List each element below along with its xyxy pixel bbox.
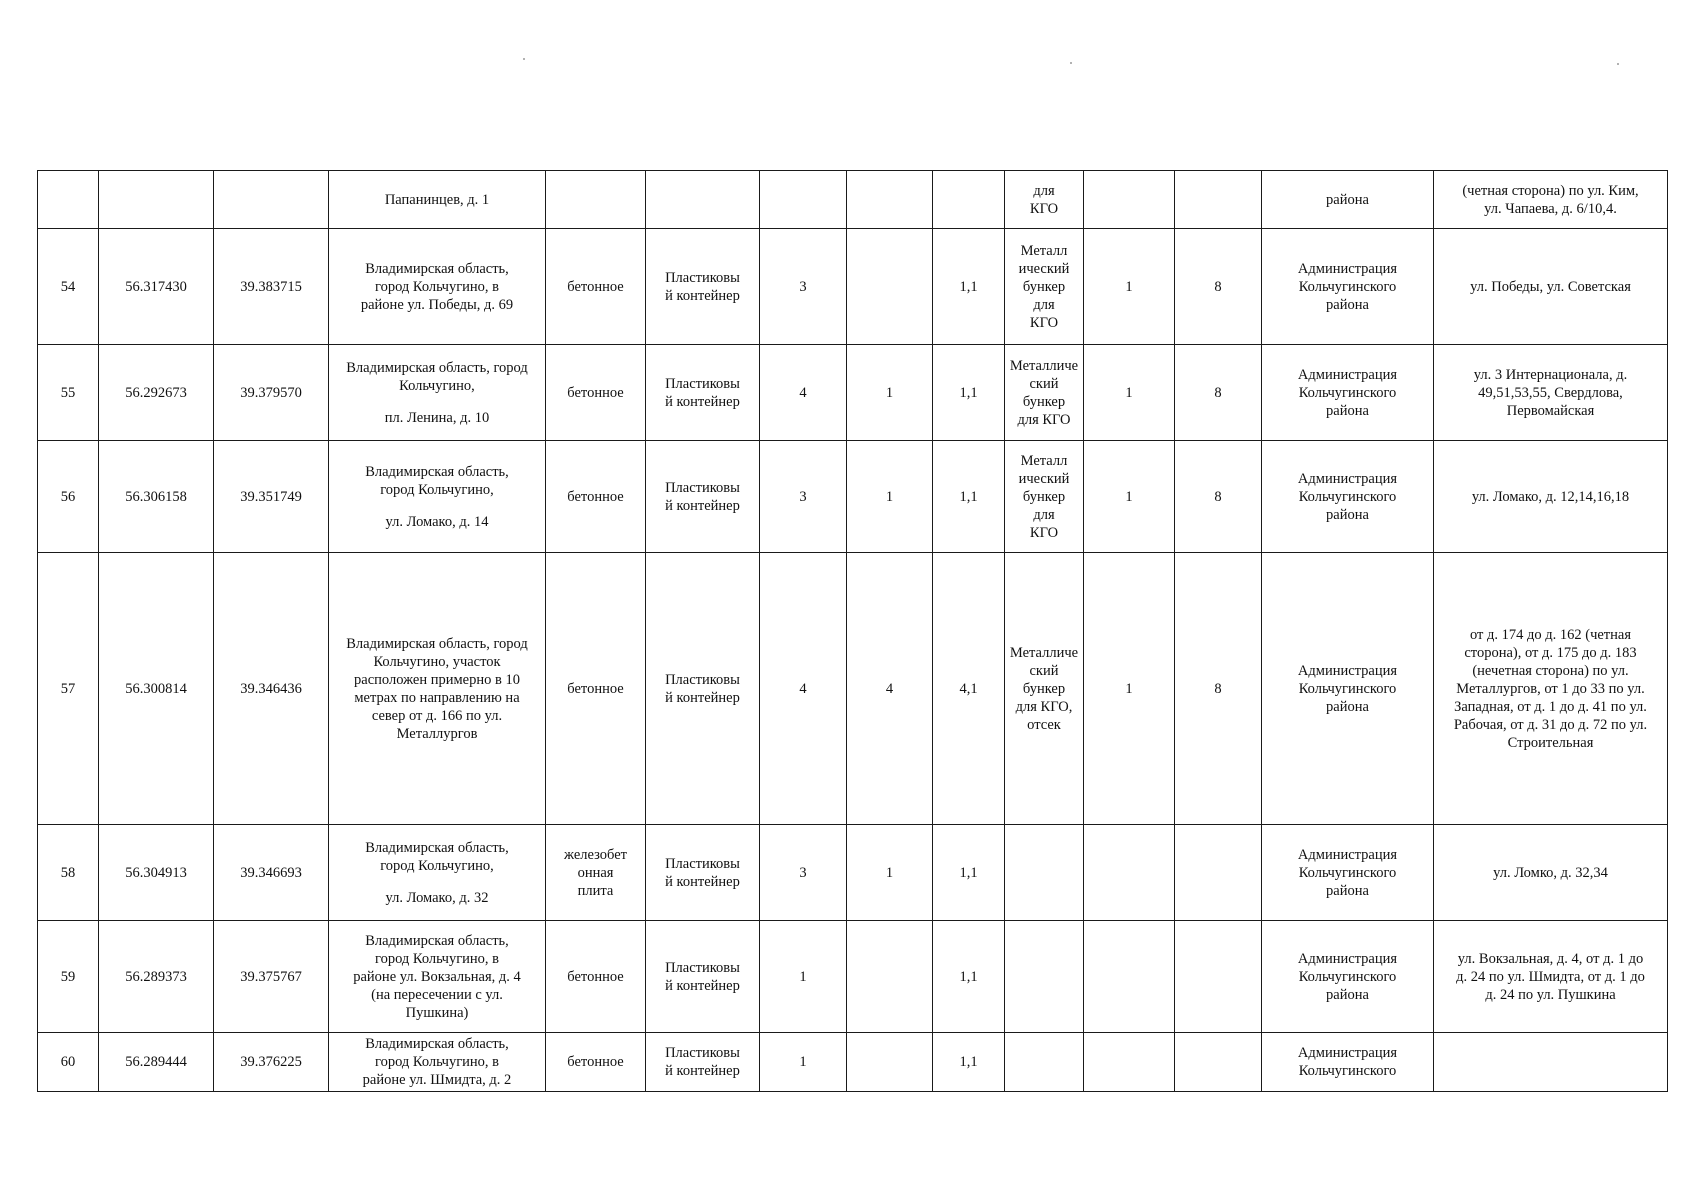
cell-line: бетонное	[567, 488, 624, 505]
cell-line: для	[1033, 296, 1055, 313]
cell-line: бетонное	[567, 1054, 624, 1070]
cell-line: Первомайская	[1506, 402, 1595, 419]
container-count-cell: 3	[760, 229, 847, 345]
cell-line: й контейнер	[665, 1063, 740, 1079]
cell-line: от д. 174 до д. 162 (четная	[1469, 626, 1632, 643]
bunker-count-cell: 1	[1084, 553, 1175, 825]
surface-cell	[546, 229, 646, 345]
volume-cell: 1,1	[933, 921, 1005, 1033]
cell-line	[332, 395, 542, 409]
container-type-cell	[646, 921, 760, 1033]
cell-line	[332, 499, 542, 513]
cell-line: Кольчугино,	[399, 377, 475, 394]
cell-line: района	[1326, 698, 1369, 715]
cell-line	[549, 193, 642, 207]
cell-line: ул. Победы, ул. Советская	[1470, 278, 1631, 295]
owner-cell	[1262, 553, 1434, 825]
cell-line: ский	[1029, 662, 1059, 679]
cell-line: пл. Ленина, д. 10	[384, 409, 490, 426]
volume-cell: 1,1	[933, 1033, 1005, 1092]
cell-line: (четная сторона) по ул. Ким,	[1462, 182, 1639, 199]
cell-line: Пластиковы	[665, 269, 740, 286]
container-sites-table	[37, 170, 1668, 1092]
bunker-cell	[1005, 441, 1084, 553]
address-cell	[329, 441, 546, 553]
cell-line: плита	[577, 882, 614, 899]
cell-line: Металличе	[1009, 357, 1079, 374]
owner-cell	[1262, 229, 1434, 345]
bunker-cell	[1005, 171, 1084, 229]
owner-cell	[1262, 921, 1434, 1033]
latitude-cell: 56.289444	[99, 1033, 214, 1092]
row-number-cell: 58	[38, 825, 99, 921]
cell-line: Владимирская область,	[365, 1036, 509, 1052]
cell-line: района	[1326, 986, 1369, 1003]
served-area-cell	[1434, 825, 1668, 921]
cell-line	[1008, 1055, 1080, 1069]
served-area-cell	[1434, 171, 1668, 229]
bunker-cell	[1005, 345, 1084, 441]
served-area-cell	[1434, 921, 1668, 1033]
cell-line: бетонное	[567, 968, 624, 985]
address-cell	[329, 825, 546, 921]
volume-cell	[933, 171, 1005, 229]
volume-cell: 1,1	[933, 229, 1005, 345]
served-area-cell	[1434, 345, 1668, 441]
longitude-cell: 39.375767	[214, 921, 329, 1033]
table-row	[38, 229, 1668, 345]
surface-cell	[546, 345, 646, 441]
bunker-count-cell	[1084, 921, 1175, 1033]
table-row	[38, 553, 1668, 825]
cell-line: Кольчугинского	[1298, 968, 1397, 985]
cell-line: Кольчугинского	[1298, 384, 1397, 401]
row-number-cell	[38, 171, 99, 229]
bunker-cell	[1005, 553, 1084, 825]
surface-cell	[546, 1033, 646, 1092]
cell-line: Кольчугинского	[1298, 680, 1397, 697]
cell-line: бетонное	[567, 278, 624, 295]
cell-line: района	[1326, 402, 1369, 419]
longitude-cell: 39.351749	[214, 441, 329, 553]
cell-line	[1008, 970, 1080, 984]
container-count-cell: 3	[760, 825, 847, 921]
container-type-cell	[646, 825, 760, 921]
cell-line: района	[1326, 296, 1369, 313]
cell-line: Строительная	[1507, 734, 1594, 751]
cell-line: ул. Ломако, д. 12,14,16,18	[1471, 488, 1630, 505]
cell-line: север от д. 166 по ул.	[371, 707, 503, 724]
latitude-cell: 56.306158	[99, 441, 214, 553]
cell-line: город Кольчугино,	[380, 481, 494, 498]
longitude-cell: 39.383715	[214, 229, 329, 345]
cell-line: ский	[1029, 375, 1059, 392]
cell-line: Металл	[1020, 242, 1068, 259]
cell-line: й контейнер	[665, 287, 740, 304]
bunker-count-cell: 1	[1084, 345, 1175, 441]
container-type-cell	[646, 345, 760, 441]
cell-line: района	[1326, 506, 1369, 523]
cell-line: Администрация	[1297, 366, 1398, 383]
owner-cell	[1262, 345, 1434, 441]
row-number-cell: 59	[38, 921, 99, 1033]
planned-count-cell: 1	[847, 441, 933, 553]
cell-line: д. 24 по ул. Пушкина	[1485, 986, 1616, 1003]
cell-line: бункер	[1022, 393, 1066, 410]
cell-line: района	[1326, 191, 1369, 208]
table-row	[38, 345, 1668, 441]
planned-count-cell	[847, 1033, 933, 1092]
bunker-volume-cell: 8	[1175, 345, 1262, 441]
container-type-cell	[646, 441, 760, 553]
cell-line: Владимирская область,	[365, 932, 509, 949]
cell-line: ул. 3 Интернационала, д.	[1473, 366, 1628, 383]
cell-line: КГО	[1029, 314, 1059, 331]
cell-line: районе ул. Победы, д. 69	[360, 296, 514, 313]
cell-line: КГО	[1029, 200, 1059, 217]
cell-line: Администрация	[1297, 1045, 1398, 1061]
bunker-count-cell: 1	[1084, 441, 1175, 553]
row-number-cell: 57	[38, 553, 99, 825]
cell-line: Рабочая, от д. 31 до д. 72 по ул.	[1453, 716, 1648, 733]
cell-line: д. 24 по ул. Шмидта, от д. 1 до	[1456, 968, 1645, 985]
planned-count-cell	[847, 921, 933, 1033]
cell-line: ул. Ломако, д. 32	[385, 889, 489, 906]
longitude-cell: 39.376225	[214, 1033, 329, 1092]
surface-cell	[546, 553, 646, 825]
served-area-cell	[1434, 229, 1668, 345]
address-cell	[329, 229, 546, 345]
cell-line: расположен примерно в 10	[354, 671, 520, 688]
cell-line: 49,51,53,55, Свердлова,	[1478, 384, 1623, 401]
bunker-volume-cell	[1175, 921, 1262, 1033]
cell-line: Кольчугинского	[1298, 864, 1397, 881]
surface-cell	[546, 921, 646, 1033]
bunker-volume-cell: 8	[1175, 229, 1262, 345]
owner-cell	[1262, 1033, 1434, 1092]
bunker-cell	[1005, 229, 1084, 345]
bunker-cell	[1005, 1033, 1084, 1092]
address-cell	[329, 1033, 546, 1092]
cell-line: Металл	[1020, 452, 1068, 469]
cell-line: й контейнер	[665, 393, 740, 410]
bunker-volume-cell: 8	[1175, 441, 1262, 553]
container-count-cell: 1	[760, 1033, 847, 1092]
cell-line: Администрация	[1297, 950, 1398, 967]
cell-line: Пластиковы	[665, 375, 740, 392]
bunker-volume-cell	[1175, 171, 1262, 229]
cell-line: ул. Ломако, д. 14	[385, 513, 489, 530]
cell-line: сторона), от д. 175 до д. 183	[1464, 644, 1637, 661]
container-type-cell	[646, 553, 760, 825]
cell-line: Кольчугинского	[1298, 278, 1397, 295]
served-area-cell	[1434, 441, 1668, 553]
cell-line: Администрация	[1297, 846, 1398, 863]
cell-line: город Кольчугино,	[380, 857, 494, 874]
cell-line	[1437, 1055, 1664, 1069]
address-cell	[329, 171, 546, 229]
scan-speck	[1070, 62, 1072, 64]
row-number-cell: 55	[38, 345, 99, 441]
longitude-cell	[214, 171, 329, 229]
cell-line: (на пересечении с ул.	[371, 986, 503, 1003]
cell-line: районе ул. Шмидта, д. 2	[362, 1072, 512, 1088]
cell-line: отсек	[1027, 716, 1061, 733]
planned-count-cell: 1	[847, 825, 933, 921]
cell-line: Владимирская область,	[365, 463, 509, 480]
served-area-cell	[1434, 1033, 1668, 1092]
cell-line: Пластиковы	[665, 671, 740, 688]
cell-line: Администрация	[1297, 260, 1398, 277]
table-body	[38, 171, 1668, 1092]
cell-line: железобет	[564, 846, 627, 863]
cell-line: Кольчугинского	[1298, 1063, 1397, 1079]
bunker-count-cell	[1084, 825, 1175, 921]
volume-cell: 1,1	[933, 825, 1005, 921]
planned-count-cell: 4	[847, 553, 933, 825]
cell-line: Кольчугино, участок	[373, 653, 501, 670]
longitude-cell: 39.346436	[214, 553, 329, 825]
cell-line: город Кольчугино, в	[374, 950, 500, 967]
bunker-volume-cell: 8	[1175, 553, 1262, 825]
container-count-cell: 1	[760, 921, 847, 1033]
row-number-cell: 54	[38, 229, 99, 345]
bunker-count-cell	[1084, 1033, 1175, 1092]
table-row	[38, 921, 1668, 1033]
latitude-cell: 56.300814	[99, 553, 214, 825]
cell-line: Пластиковы	[665, 1045, 740, 1061]
cell-line: Администрация	[1297, 662, 1398, 679]
surface-cell	[546, 441, 646, 553]
cell-line: й контейнер	[665, 977, 740, 994]
bunker-cell	[1005, 921, 1084, 1033]
cell-line: город Кольчугино, в	[374, 278, 500, 295]
cell-line: й контейнер	[665, 497, 740, 514]
cell-line: Металлургов, от 1 до 33 по ул.	[1456, 680, 1645, 697]
cell-line: Пластиковы	[665, 959, 740, 976]
container-count-cell: 4	[760, 553, 847, 825]
container-type-cell	[646, 1033, 760, 1092]
cell-line: Владимирская область, город	[346, 359, 528, 376]
container-type-cell	[646, 229, 760, 345]
longitude-cell: 39.346693	[214, 825, 329, 921]
row-number-cell: 56	[38, 441, 99, 553]
bunker-cell	[1005, 825, 1084, 921]
cell-line: Владимирская область, город	[346, 635, 528, 652]
cell-line: Пушкина)	[405, 1004, 469, 1021]
owner-cell	[1262, 171, 1434, 229]
cell-line: районе ул. Вокзальная, д. 4	[353, 968, 521, 985]
cell-line: бетонное	[567, 384, 624, 401]
latitude-cell: 56.304913	[99, 825, 214, 921]
cell-line: Папанинцев, д. 1	[384, 191, 490, 208]
cell-line	[649, 193, 756, 207]
scan-speck	[523, 58, 525, 60]
cell-line: для	[1033, 506, 1055, 523]
cell-line: й контейнер	[665, 873, 740, 890]
cell-line: Металлургов	[396, 725, 478, 742]
bunker-volume-cell	[1175, 1033, 1262, 1092]
owner-cell	[1262, 441, 1434, 553]
scan-speck	[1617, 63, 1619, 65]
latitude-cell: 56.292673	[99, 345, 214, 441]
cell-line: КГО	[1029, 524, 1059, 541]
address-cell	[329, 553, 546, 825]
cell-line: бетонное	[567, 680, 624, 697]
cell-line: Владимирская область,	[365, 839, 509, 856]
table-row	[38, 1033, 1668, 1092]
cell-line: Металличе	[1009, 644, 1079, 661]
longitude-cell: 39.379570	[214, 345, 329, 441]
address-cell	[329, 921, 546, 1033]
planned-count-cell	[847, 171, 933, 229]
table-row	[38, 441, 1668, 553]
bunker-count-cell	[1084, 171, 1175, 229]
cell-line: Администрация	[1297, 470, 1398, 487]
cell-line: Кольчугинского	[1298, 488, 1397, 505]
cell-line: для КГО	[1017, 411, 1071, 428]
cell-line: Пластиковы	[665, 479, 740, 496]
cell-line: Пластиковы	[665, 855, 740, 872]
cell-line: бункер	[1022, 278, 1066, 295]
cell-line: ул. Ломко, д. 32,34	[1493, 864, 1608, 881]
container-type-cell	[646, 171, 760, 229]
container-count-cell	[760, 171, 847, 229]
served-area-cell	[1434, 553, 1668, 825]
cell-line: онная	[577, 864, 614, 881]
cell-line: района	[1326, 882, 1369, 899]
table-row	[38, 825, 1668, 921]
container-count-cell: 3	[760, 441, 847, 553]
cell-line: (нечетная сторона) по ул.	[1472, 662, 1629, 679]
bunker-volume-cell	[1175, 825, 1262, 921]
cell-line: для	[1033, 182, 1055, 199]
latitude-cell: 56.317430	[99, 229, 214, 345]
planned-count-cell: 1	[847, 345, 933, 441]
volume-cell: 1,1	[933, 345, 1005, 441]
latitude-cell: 56.289373	[99, 921, 214, 1033]
cell-line: ический	[1018, 470, 1070, 487]
volume-cell: 4,1	[933, 553, 1005, 825]
owner-cell	[1262, 825, 1434, 921]
cell-line: ул. Чапаева, д. 6/10,4.	[1484, 200, 1617, 217]
surface-cell	[546, 825, 646, 921]
cell-line: метрах по направлению на	[354, 689, 520, 706]
container-count-cell: 4	[760, 345, 847, 441]
row-number-cell: 60	[38, 1033, 99, 1092]
cell-line	[1008, 866, 1080, 880]
cell-line: Владимирская область,	[365, 260, 509, 277]
cell-line	[332, 875, 542, 889]
cell-line: ул. Вокзальная, д. 4, от д. 1 до	[1457, 950, 1644, 967]
table-row	[38, 171, 1668, 229]
cell-line: ический	[1018, 260, 1070, 277]
cell-line: для КГО,	[1015, 698, 1073, 715]
cell-line: Западная, от д. 1 до д. 41 по ул.	[1454, 698, 1647, 715]
cell-line: бункер	[1022, 488, 1066, 505]
cell-line: й контейнер	[665, 689, 740, 706]
latitude-cell	[99, 171, 214, 229]
cell-line: бункер	[1022, 680, 1066, 697]
planned-count-cell	[847, 229, 933, 345]
cell-line: город Кольчугино, в	[374, 1054, 500, 1070]
bunker-count-cell: 1	[1084, 229, 1175, 345]
address-cell	[329, 345, 546, 441]
volume-cell: 1,1	[933, 441, 1005, 553]
surface-cell	[546, 171, 646, 229]
